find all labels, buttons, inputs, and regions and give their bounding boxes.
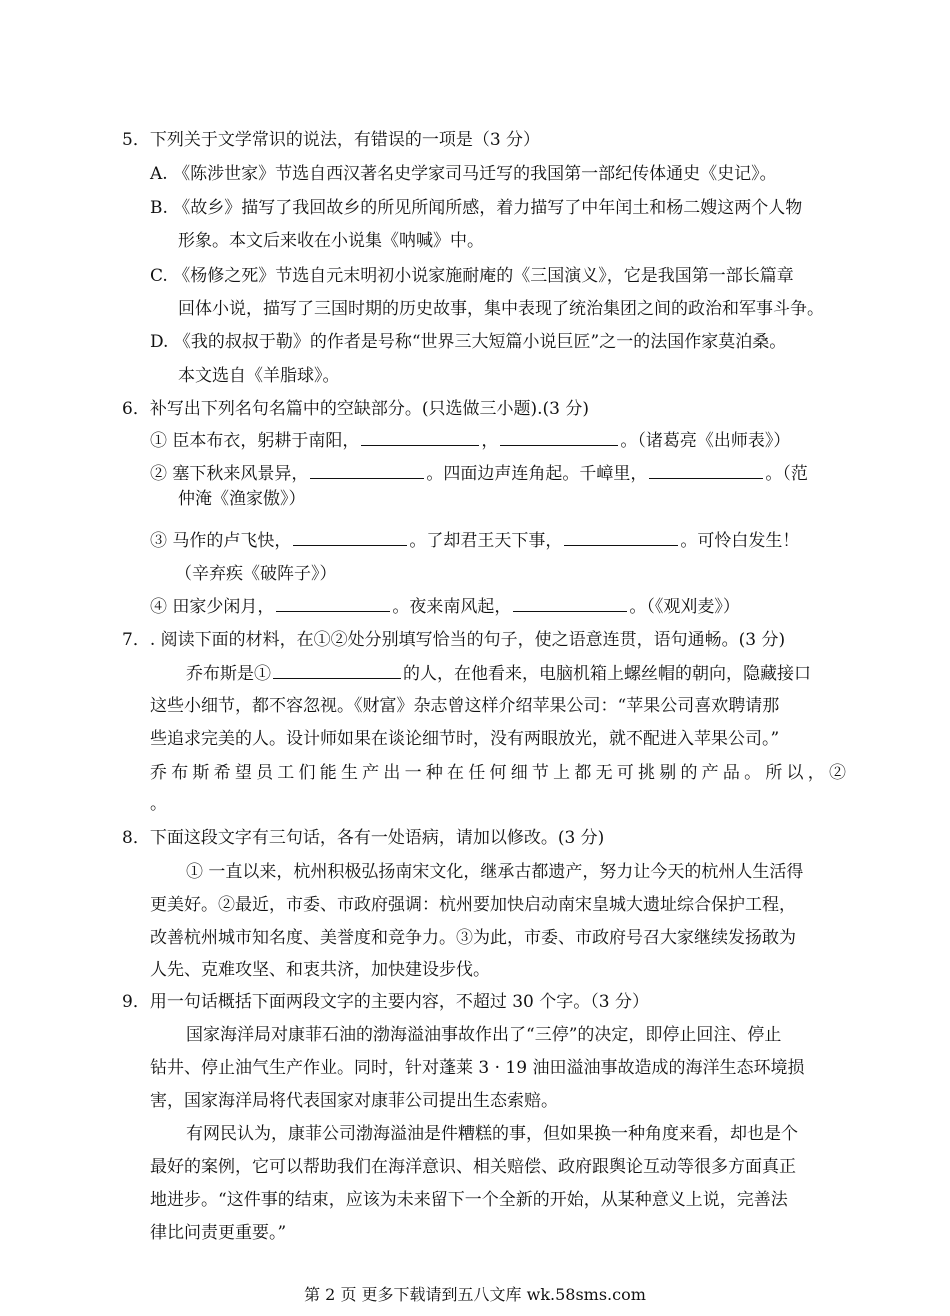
q7-para-line5: 。 bbox=[150, 794, 167, 814]
q7-para-line2: 这些小细节，都不容忽视。《财富》杂志曾这样介绍苹果公司：“苹果公司喜欢聘请那 bbox=[150, 696, 780, 716]
q5-option-c-line2: 回体小说，描写了三国时期的历史故事，集中表现了统治集团之间的政治和军事斗争。 bbox=[178, 299, 824, 319]
q8-para-line3: 改善杭州城市知名度、美誉度和竞争力。③为此，市委、市政府号召大家继续发扬敢为 bbox=[150, 928, 796, 948]
q6-item-1 bbox=[150, 429, 790, 453]
q6-item-3-text-b: 。了却君王天下事， bbox=[409, 531, 563, 551]
q6-item-2-text-c: 。（范 bbox=[765, 464, 808, 484]
q9-para2-line2: 最好的案例，它可以帮助我们在海洋意识、相关赔偿、政府跟舆论互动等很多方面真正 bbox=[150, 1157, 796, 1177]
q9-para2-line3: 地进步。“这件事的结束，应该为未来留下一个全新的开始，从某种意义上说，完善法 bbox=[150, 1190, 788, 1210]
q7-para-line4: 乔布斯希望员工们能生产出一种在任何细节上都无可挑剔的产品。所以，② bbox=[150, 763, 846, 783]
answer-blank[interactable] bbox=[310, 462, 424, 479]
q6-item-4-text-c: 。（《观刈麦》） bbox=[629, 597, 740, 617]
q5-option-d-line1: D. 《我的叔叔于勒》的作者是号称“世界三大短篇小说巨匠”之一的法国作家莫泊桑。 bbox=[150, 332, 787, 352]
page-footer: 第 2 页 更多下载请到五八文库 wk.58sms.com bbox=[304, 1285, 646, 1304]
q5-option-d-line2: 本文选自《羊脂球》。 bbox=[178, 366, 340, 386]
q6-item-4 bbox=[150, 595, 740, 619]
q6-item-4-text-b: 。夜来南风起， bbox=[392, 597, 512, 617]
answer-blank[interactable] bbox=[564, 529, 678, 546]
q6-item-2-text-b: 。四面边声连角起。千嶂里， bbox=[426, 464, 648, 484]
q9-para1-line2: 钻井、停止油气生产作业。同时，针对蓬莱 3 · 19 油田溢油事故造成的海洋生态环境损 bbox=[150, 1058, 805, 1078]
q7-text-b: 的人，在他看来，电脑机箱上螺丝帽的朝向，隐藏接口 bbox=[403, 664, 811, 684]
q8-stem: 8．下面这段文字有三句话，各有一处语病，请加以修改。(3 分) bbox=[122, 828, 605, 848]
q6-item-2 bbox=[150, 462, 808, 486]
answer-blank[interactable] bbox=[293, 529, 407, 546]
q6-item-1-text-b: ， bbox=[481, 431, 499, 451]
q6-item-2-text-a: ② 塞下秋来风景异， bbox=[150, 464, 309, 484]
q5-option-a: A. 《陈涉世家》节选自西汉著名史学家司马迁写的我国第一部纪传体通史《史记》。 bbox=[150, 164, 777, 184]
answer-blank[interactable] bbox=[513, 595, 627, 612]
q7-para-line1 bbox=[186, 662, 811, 686]
q6-item-2-source: 仲淹《渔家傲》） bbox=[178, 489, 306, 509]
answer-blank[interactable] bbox=[500, 429, 618, 446]
answer-blank[interactable] bbox=[273, 662, 401, 679]
q8-para-line1: ① 一直以来，杭州积极弘扬南宋文化，继承古都遗产，努力让今天的杭州人生活得 bbox=[186, 862, 804, 882]
q5-option-b-line1: B. 《故乡》描写了我回故乡的所见所闻所感，着力描写了中年闰土和杨二嫂这两个人物 bbox=[150, 198, 803, 218]
q6-item-4-text-a: ④ 田家少闲月， bbox=[150, 597, 275, 617]
q8-para-line4: 人先、克难攻坚、和衷共济，加快建设步伐。 bbox=[150, 960, 490, 980]
q7-para-line3: 些追求完美的人。设计师如果在谈论细节时，没有两眼放光，就不配进入苹果公司。” bbox=[150, 729, 780, 749]
q9-para2-line4: 律比问责更重要。” bbox=[150, 1223, 287, 1243]
q6-stem: 6．补写出下列名句名篇中的空缺部分。(只选做三小题).(3 分) bbox=[122, 399, 589, 419]
q5-stem: 5．下列关于文学常识的说法，有错误的一项是（3 分） bbox=[122, 130, 541, 150]
q5-option-b-line2: 形象。本文后来收在小说集《呐喊》中。 bbox=[178, 231, 484, 251]
q6-item-1-text-a: ① 臣本布衣，躬耕于南阳， bbox=[150, 431, 360, 451]
q6-item-3-text-a: ③ 马作的卢飞快， bbox=[150, 531, 292, 551]
q8-para-line2: 更美好。②最近，市委、市政府强调：杭州要加快启动南宋皇城大遗址综合保护工程， bbox=[150, 895, 796, 915]
q7-stem: 7．. 阅读下面的材料，在①②处分别填写恰当的句子，使之语意连贯，语句通畅。(3 分) bbox=[122, 630, 786, 650]
q9-para1-line3: 害，国家海洋局将代表国家对康菲公司提出生态索赔。 bbox=[150, 1091, 558, 1111]
q6-item-3 bbox=[150, 529, 799, 553]
q6-item-1-text-c: 。（诸葛亮《出师表》） bbox=[620, 431, 791, 451]
answer-blank[interactable] bbox=[361, 429, 479, 446]
q9-para2-line1: 有网民认为，康菲公司渤海溢油是件糟糕的事，但如果换一种角度来看，却也是个 bbox=[186, 1124, 798, 1144]
q7-text-a: 乔布斯是① bbox=[186, 664, 271, 684]
answer-blank[interactable] bbox=[276, 595, 390, 612]
q9-para1-line1: 国家海洋局对康菲石油的渤海溢油事故作出了“三停”的决定，即停止回注、停止 bbox=[186, 1025, 782, 1045]
q6-item-3-source: （辛弃疾《破阵子》） bbox=[175, 564, 337, 584]
q5-option-c-line1: C. 《杨修之死》节选自元末明初小说家施耐庵的《三国演义》，它是我国第一部长篇章 bbox=[150, 266, 794, 286]
q9-stem: 9．用一句话概括下面两段文字的主要内容，不超过 30 个字。（3 分） bbox=[122, 992, 649, 1012]
answer-blank[interactable] bbox=[649, 462, 763, 479]
q6-item-3-text-c: 。可怜白发生！ bbox=[680, 531, 800, 551]
